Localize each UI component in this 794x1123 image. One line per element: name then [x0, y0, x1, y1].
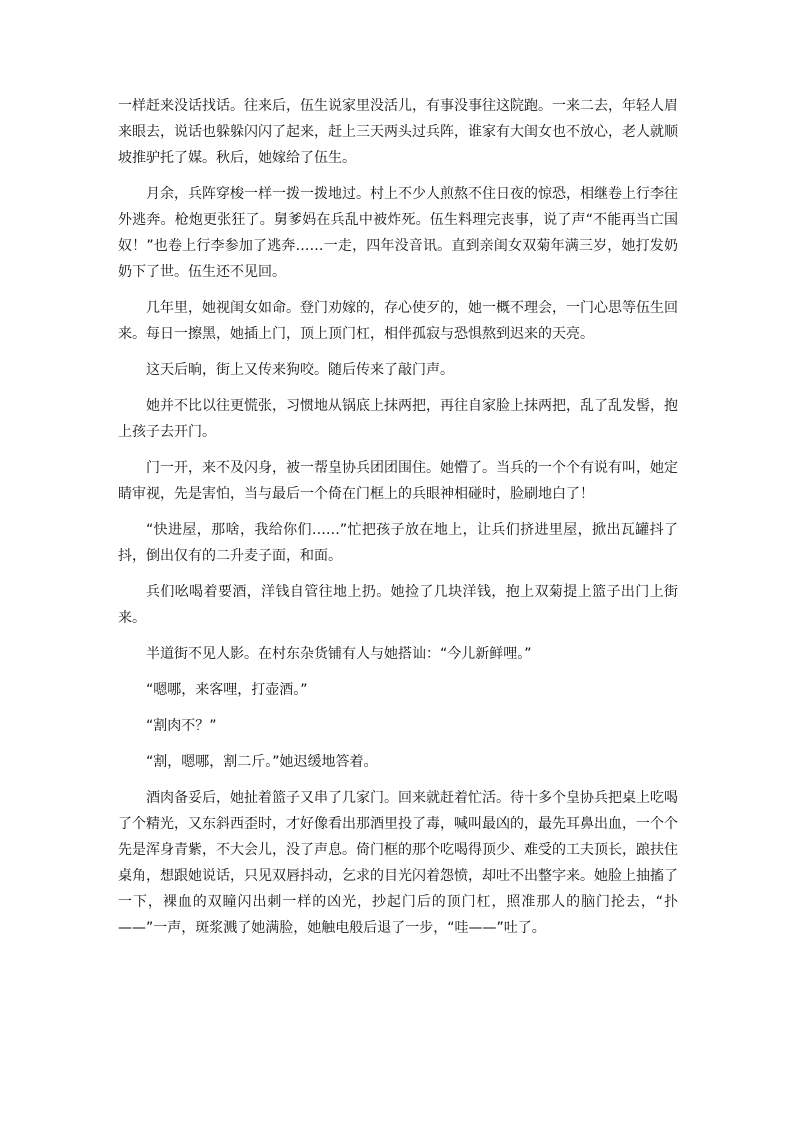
paragraph-3: 几年里，她视闺女如命。登门劝嫁的，存心使歹的，她一概不理会，一门心思等伍生回来。每日一擦黑，她插上门，顶上顶门杠，相伴孤寂与恐惧熬到迟来的天亮。: [118, 300, 678, 342]
paragraph-1: 一样赶来没话找话。往来后，伍生说家里没活儿，有事没事往这院跑。一来二去，年轻人眉来眼去，说话也躲躲闪闪了起来，赶上三天两头过兵阵，谁家有大闺女也不放心，老人就顺坡推驴托了媒。秋后，她嫁给了伍生。: [118, 98, 678, 166]
paragraph-6: 门一开，来不及闪身，被一帮皇协兵团团围住。她懵了。当兵的一个个有说有叫，她定睛审视，先是害怕，当与最后一个倚在门框上的兵眼神相碰时，脸刷地白了！: [118, 460, 678, 502]
paragraph-7: “快进屋，那啥，我给你们……”忙把孩子放在地上，让兵们挤进里屋，掀出瓦罐抖了抖，倒出仅有的二升麦子面，和面。: [118, 522, 678, 564]
document-body: [118, 93, 678, 951]
paragraph-11: “割肉不？”: [146, 718, 217, 734]
paragraph-4: 这天后晌，街上又传来狗咬。随后传来了敲门声。: [146, 362, 454, 378]
paragraph-2: 月余，兵阵穿梭一样一拨一拨地过。村上不少人煎熬不住日夜的惊恐，相继卷上行李往外逃奔。枪炮更张狂了。舅爹妈在兵乱中被炸死。伍生料理完丧事，说了声“不能再当亡国奴！”也卷上行李参加了逃奔……一走，四年没音讯。直到亲闺女双菊年满三岁，她打发奶奶下了世。伍生还不见回。: [118, 186, 678, 280]
paragraph-12: “割，嗯哪，割二斤。”她迟缓地答着。: [146, 754, 378, 770]
paragraph-5: 她并不比以往更慌张，习惯地从锅底上抹两把，再往自家脸上抹两把，乱了乱发髻，抱上孩子去开门。: [118, 398, 678, 440]
paragraph-10: “嗯哪，来客哩，打壶酒。”: [146, 682, 308, 698]
paragraph-9: 半道街不见人影。在村东杂货铺有人与她搭讪：“今儿新鲜哩。”: [146, 646, 532, 662]
paragraph-13: 酒肉备妥后，她扯着篮子又串了几家门。回来就赶着忙活。待十多个皇协兵把桌上吃喝了个精光，又东斜西歪时，才好像看出那酒里投了毒，喊叫最凶的，最先耳鼻出血，一个个先是浑身青紫，不大会儿，没了声息。倚门框的那个吃喝得顶少、难受的工夫顶长，踉扶住桌角，想跟她说话，只见双唇抖动，乞求的目光闪着怨愤，却吐不出整字来。她脸上抽搐了一下，裸血的双瞳闪出刺一样的凶光，抄起门后的顶门杠，照准那人的脑门抡去，“扑——”一声，斑浆溅了她满脸，她触电般后退了一步，“哇——”吐了。: [118, 790, 678, 936]
paragraph-8: 兵们吆喝着要酒，洋钱自管往地上扔。她捡了几块洋钱，抱上双菊提上篮子出门上街来。: [118, 584, 678, 626]
